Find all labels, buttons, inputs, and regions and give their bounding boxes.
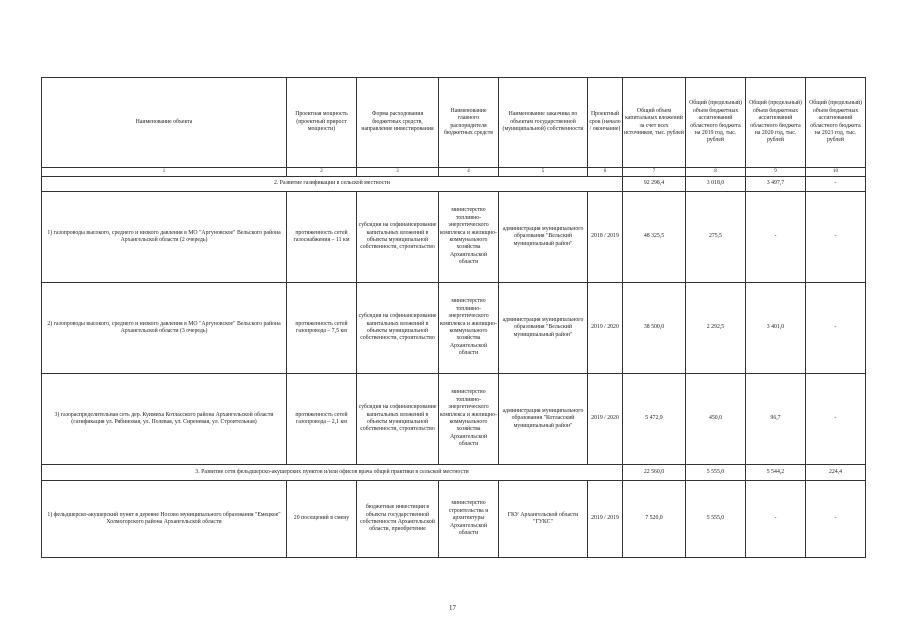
object-2021: - (806, 481, 866, 558)
object-funding-form: бюджетные инвестиции в объекты государственной собственности Архангельской области, приобретение (357, 481, 439, 558)
object-term: 2019 / 2020 (588, 283, 623, 374)
section-total: 22 560,0 (623, 465, 686, 481)
column-number: 5 (499, 168, 588, 177)
object-total: 48 325,5 (623, 192, 686, 283)
object-manager: министерство топливно-энергетического комплекса и жилищно-коммунального хозяйства Архангельской области (439, 374, 499, 465)
object-funding-form: субсидия на софинансирование капитальных вложений в объекты муниципальной собственности, строительство (357, 192, 439, 283)
object-manager: министерство строительства и архитектуры Архангельской области (439, 481, 499, 558)
object-2021: - (806, 283, 866, 374)
header-row (42, 78, 866, 168)
header-budget-2019: Общий (предельный) объем бюджетных ассигнований областного бюджета на 2019 год, тыс. рублей (686, 78, 746, 168)
object-term: 2019 / 2020 (588, 374, 623, 465)
object-capacity: протяженность сетей газоснабжения – 11 км (287, 192, 357, 283)
object-funding-form: субсидия на софинансирование капитальных вложений в объекты муниципальной собственности, строительство (357, 374, 439, 465)
column-number: 6 (588, 168, 623, 177)
section-2020: 5 544,2 (746, 465, 806, 481)
object-capacity: протяженность сетей газопровода – 7,5 км (287, 283, 357, 374)
section-2021: 224,4 (806, 465, 866, 481)
header-budget-2020: Общий (предельный) объем бюджетных ассигнований областного бюджета на 2020 год, тыс. рублей (746, 78, 806, 168)
object-2021: - (806, 192, 866, 283)
object-capacity: протяженность сетей газопровода – 2,1 км (287, 374, 357, 465)
object-manager: министерство топливно-энергетического комплекса и жилищно-коммунального хозяйства Архангельской области (439, 192, 499, 283)
section-row-feldsher (42, 465, 866, 481)
object-name: 1) газопроводы высокого, среднего и низкого давления в МО "Аргуновское" Вельского района Архангельской области (2 очередь) (42, 192, 287, 283)
object-name: 3) газораспределительная сеть дер. Куимиха Котласского района Архангельской области (газификация ул. Рябиновая, ул. Полевая, ул. Сиреневая, ул. Строительная) (42, 374, 287, 465)
table-row (42, 481, 866, 558)
object-name: 1) фельдшерско-акушерский пункт в деревне Носово муниципального образования "Емецкое" Холмогорского района Архангельской области (42, 481, 287, 558)
header-total-investment: Общий объем капитальных вложений за счет всех источников, тыс. рублей (623, 78, 686, 168)
header-budget-manager: Наименование главного распорядителя бюджетных средств (439, 78, 499, 168)
column-number: 7 (623, 168, 686, 177)
object-term: 2019 / 2019 (588, 481, 623, 558)
column-number: 3 (357, 168, 439, 177)
column-number: 9 (746, 168, 806, 177)
table-row (42, 192, 866, 283)
object-manager: министерство топливно-энергетического комплекса и жилищно-коммунального хозяйства Архангельской области (439, 283, 499, 374)
section-2020: 3 497,7 (746, 177, 806, 192)
object-2019: 450,0 (686, 374, 746, 465)
section-title: 2. Развитие газификации в сельской местности (42, 177, 623, 192)
object-customer: администрация муниципального образования "Вельский муниципальный район" (499, 192, 588, 283)
header-capacity: Проектная мощность (проектный прирост мощности) (287, 78, 357, 168)
header-object-name: Наименование объекта (42, 78, 287, 168)
section-2021: - (806, 177, 866, 192)
object-total: 7 520,0 (623, 481, 686, 558)
object-capacity: 20 посещений в смену (287, 481, 357, 558)
object-2019: 5 555,0 (686, 481, 746, 558)
section-2019: 5 555,0 (686, 465, 746, 481)
column-number: 4 (439, 168, 499, 177)
object-customer: администрация муниципального образования "Котласский муниципальный район" (499, 374, 588, 465)
object-term: 2018 / 2019 (588, 192, 623, 283)
section-row-gasification (42, 177, 866, 192)
investment-table (41, 77, 866, 558)
object-2020: 96,7 (746, 374, 806, 465)
object-funding-form: субсидия на софинансирование капитальных вложений в объекты муниципальной собственности, строительство (357, 283, 439, 374)
page-number: 17 (449, 604, 456, 612)
section-total: 92 298,4 (623, 177, 686, 192)
column-number: 8 (686, 168, 746, 177)
object-customer: ГКУ Архангельской области "ГУКС" (499, 481, 588, 558)
object-customer: администрация муниципального образования "Вельский муниципальный район" (499, 283, 588, 374)
column-number: 10 (806, 168, 866, 177)
column-number: 1 (42, 168, 287, 177)
header-term: Проектный срок (начало / окончание) (588, 78, 623, 168)
object-2019: 2 292,5 (686, 283, 746, 374)
object-2020: - (746, 481, 806, 558)
object-2021: - (806, 374, 866, 465)
object-2020: - (746, 192, 806, 283)
object-total: 38 500,0 (623, 283, 686, 374)
header-budget-2021: Общий (предельный) объем бюджетных ассигнований областного бюджета на 2021 год, тыс. рублей (806, 78, 866, 168)
column-number: 2 (287, 168, 357, 177)
header-customer: Наименование заказчика по объектам государственной (муниципальной) собственности (499, 78, 588, 168)
object-2020: 3 401,0 (746, 283, 806, 374)
object-name: 2) газопроводы высокого, среднего и низкого давления в МО "Аргуновское" Вельского района Архангельской области (3 очередь) (42, 283, 287, 374)
section-2019: 3 018,0 (686, 177, 746, 192)
column-number-row (42, 168, 866, 177)
object-total: 5 472,9 (623, 374, 686, 465)
object-2019: 275,5 (686, 192, 746, 283)
table-row (42, 374, 866, 465)
table-row (42, 283, 866, 374)
header-funding-form: Форма расходования бюджетных средств, направление инвестирования (357, 78, 439, 168)
section-title: 3. Развитие сети фельдшерско-акушерских пунктов и/или офисов врача общей практики в сельской местности (42, 465, 623, 481)
